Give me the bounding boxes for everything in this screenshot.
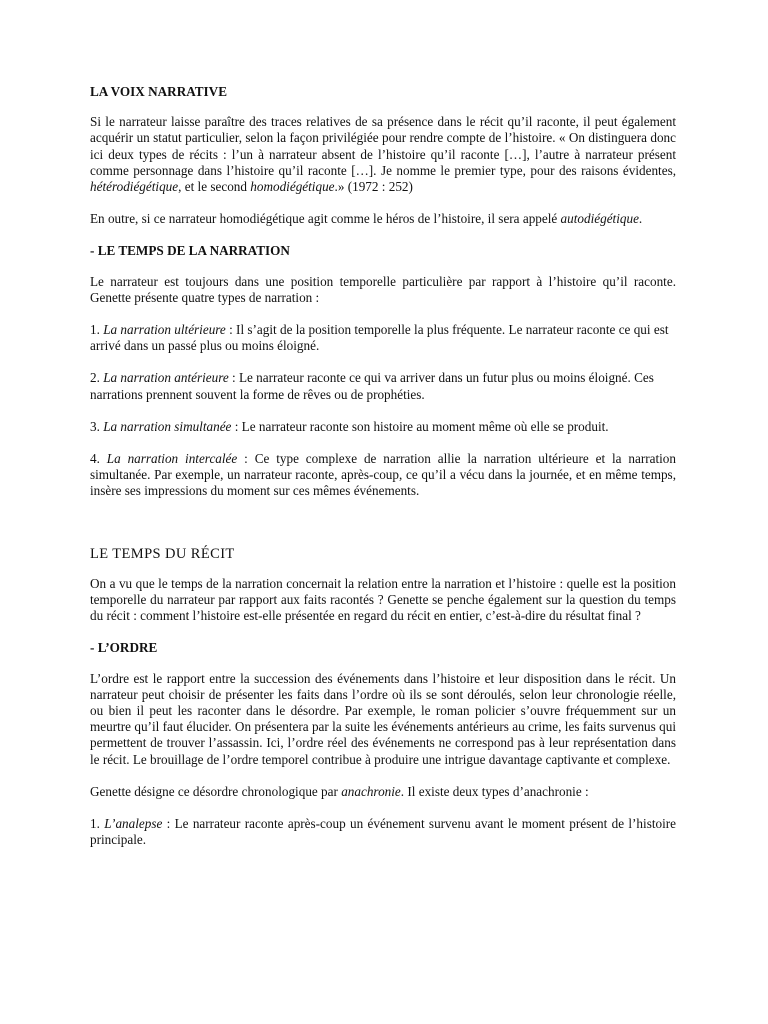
item-number: 3. bbox=[90, 418, 104, 434]
section-title-voix-narrative: LA VOIX NARRATIVE bbox=[90, 84, 228, 99]
paragraph-voix-narrative bbox=[90, 114, 676, 195]
paragraph-temps-narration-intro: Le narrateur est toujours dans une position temporelle particulière par rapport à l’histoire qu’il raconte. Genette présente quatre types de narration : bbox=[90, 273, 676, 305]
italic-term: La narration antérieure bbox=[103, 370, 229, 386]
item-number: 1. bbox=[90, 816, 105, 832]
list-item-narration-ulterieure bbox=[90, 322, 676, 354]
item-number: 1. bbox=[90, 322, 104, 338]
item-number: 4. bbox=[90, 451, 107, 467]
text-run: En outre, si ce narrateur homodiégétique agit comme le héros de l’histoire, il sera appelé bbox=[90, 211, 561, 227]
paragraph-anachronie bbox=[90, 784, 676, 800]
text-run: .» (1972 : 252) bbox=[334, 179, 413, 195]
paragraph-ordre: L’ordre est le rapport entre la succession des événements dans l’histoire et leur disposition dans le récit. Un narrateur peut choisir de présenter les faits dans l’ordre où ils se sont déroulés, selon leur chronologie réelle, ou bien il peut les raconter dans le désordre. Par exemple, le roman policier s’ouvre fréquemment sur un meurtre qu’il faut élucider. On présentera par la suite les événements antérieurs au crime, les faits survenus qui permettent de trouver l’assassin. Ici, l’ordre réel des événements ne correspond pas à leur représentation dans le récit. Le brouillage de l’ordre temporel contribue à produire une intrigue davantage captivante et complexe. bbox=[90, 670, 676, 767]
italic-term: hétérodiégétique bbox=[90, 179, 179, 195]
section-gap bbox=[90, 516, 676, 546]
item-text: : Il s’agit de la position temporelle la plus fréquente. Le narrateur raconte ce qui est arrivé dans un passé plus ou moins éloigné. bbox=[90, 322, 669, 354]
list-item-narration-intercalee bbox=[90, 451, 676, 500]
italic-term: L’analepse bbox=[104, 816, 163, 832]
italic-term: La narration simultanée bbox=[103, 418, 232, 434]
paragraph-temps-recit-intro: On a vu que le temps de la narration concernait la relation entre la narration et l’histoire : quelle est la position temporelle du narrateur par rapport aux faits racontés ? Genette se penche également sur la question du temps du récit : comment l’histoire est-elle présentée en regard du récit en entier, c’est-à-dire du résultat final ? bbox=[90, 575, 676, 624]
item-number: 2. bbox=[90, 370, 104, 386]
text-run: Si le narrateur laisse paraître des traces relatives de sa présence dans le récit qu’il raconte, il peut également acquérir un statut particulier, selon la façon privilégiée pour rendre compte de l’histoire. « On distinguera donc ici deux types de récits : l’un à narrateur absent de l’histoire qu’il raconte […], l’autre à narrateur présent comme personnage dans l’histoire qu’il raconte […]. Je nomme le premier type, pour des raisons évidentes, bbox=[90, 114, 676, 178]
list-item-narration-anterieure bbox=[90, 370, 676, 402]
italic-term: anachronie bbox=[341, 783, 401, 799]
text-run: , et le second bbox=[178, 179, 251, 195]
italic-term: autodiégétique bbox=[560, 211, 639, 227]
section-title-temps-recit: LE TEMPS DU RÉCIT bbox=[90, 545, 235, 562]
document-page bbox=[90, 84, 676, 865]
italic-term: La narration intercalée bbox=[106, 451, 238, 467]
italic-term: homodiégétique bbox=[250, 179, 335, 195]
item-text: : Le narrateur raconte après-coup un événement survenu avant le moment présent de l’histoire principale. bbox=[90, 816, 676, 848]
text-run: . Il existe deux types d’anachronie : bbox=[400, 783, 589, 799]
item-text: : Ce type complexe de narration allie la narration ultérieure et la narration simultanée. Par exemple, un narrateur raconte, après-coup, ce qu’il a vécu dans la journée, et en même temps, insère ses impressions du moment sur ces mêmes événements. bbox=[90, 451, 676, 499]
list-item-analepse bbox=[90, 816, 676, 848]
section-title-temps-narration: - LE TEMPS DE LA NARRATION bbox=[90, 243, 290, 259]
text-run: . bbox=[638, 211, 643, 227]
paragraph-autodiegetique bbox=[90, 211, 676, 227]
item-text: : Le narrateur raconte ce qui va arriver dans un futur plus ou moins éloigné. Ces narrations prennent souvent la forme de rêves ou de prophéties. bbox=[90, 370, 654, 402]
item-text: : Le narrateur raconte son histoire au moment même où elle se produit. bbox=[231, 418, 609, 434]
text-run: Genette désigne ce désordre chronologique par bbox=[90, 783, 342, 799]
italic-term: La narration ultérieure bbox=[103, 322, 226, 338]
subsection-title-ordre: - L’ORDRE bbox=[90, 640, 158, 656]
list-item-narration-simultanee bbox=[90, 419, 676, 435]
